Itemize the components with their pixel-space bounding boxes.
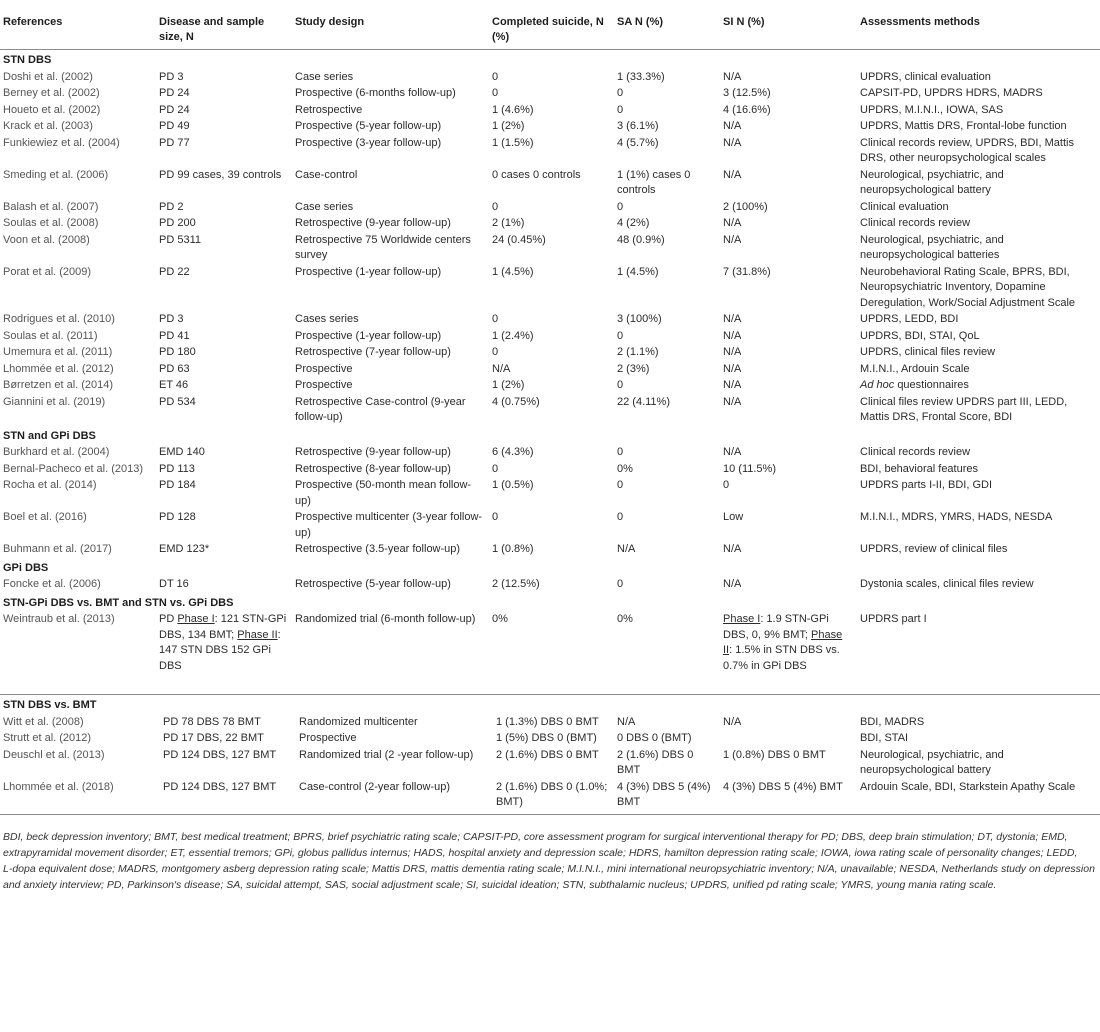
cell-sa: 0 DBS 0 (BMT) — [617, 732, 692, 744]
cell-disease: PD 49 — [159, 120, 190, 132]
cell-design: Retrospective Case-control (9-year follow-up) — [295, 395, 466, 423]
cell-disease: PD 99 cases, 39 controls — [159, 168, 282, 181]
cell-methods: UPDRS part I — [860, 613, 927, 625]
table-row — [0, 167, 1100, 199]
table-row — [0, 135, 1100, 167]
table-row — [0, 779, 1100, 815]
cell-completed: N/A — [492, 362, 511, 375]
cell-completed: 1 (4.6%) — [492, 103, 534, 116]
col-header-design: Study design — [292, 0, 489, 50]
footnote-line: BDI, beck depression inventory; BMT, best medical treatment; BPRS, brief psychiatric rating scale; CAPSIT-PD, core assessment program for surgical interventional therapy for PD; DBS, deep brain stimulation; DT, dystonia; EMD, — [3, 830, 1068, 843]
cell-sa: 0 — [617, 511, 624, 523]
cell-reference: Buhmann et al. (2017) — [3, 543, 112, 555]
cell-completed: 4 (0.75%) — [492, 395, 540, 408]
italic-text: Ad hoc — [860, 379, 895, 391]
cell-completed: 24 (0.45%) — [492, 233, 546, 246]
cell-sa: 0 — [617, 329, 624, 342]
cell-sa: 22 (4.11%) — [617, 395, 670, 408]
cell-completed: 2 (1%) — [492, 217, 525, 229]
cell-si: N/A — [723, 217, 742, 229]
cell-completed: 0% — [492, 613, 508, 625]
col-header-completed: Completed suicide, N (%) — [489, 0, 614, 50]
cell-sa: 3 (100%) — [617, 313, 662, 325]
cell-completed: 1 (2%) — [492, 379, 525, 391]
cell-disease: ET 46 — [159, 379, 189, 391]
cell-methods — [857, 377, 1100, 394]
cell-design: Prospective (1-year follow-up) — [295, 329, 442, 342]
header-row — [0, 0, 1100, 50]
cell-disease: PD 5311 — [159, 233, 201, 246]
table-row — [0, 264, 1100, 312]
cell-design: Retrospective 75 Worldwide centers survey — [295, 233, 471, 261]
cell-disease: PD 2 — [159, 200, 184, 213]
cell-reference: Umemura et al. (2011) — [3, 346, 113, 358]
cell-completed: 1 (0.8%) — [492, 543, 534, 555]
cell-si: 4 (3%) DBS 5 (4%) BMT — [720, 779, 857, 815]
table-row — [0, 576, 1100, 593]
cell-design: Prospective — [299, 732, 357, 744]
table-row — [0, 328, 1100, 345]
cell-reference: Witt et al. (2008) — [3, 715, 84, 728]
cell-si: N/A — [723, 313, 742, 325]
cell-design: Randomized multicenter — [299, 715, 418, 728]
cell-disease: PD 180 — [159, 346, 196, 358]
cell-methods: Clinical records review — [860, 446, 971, 458]
cell-methods: Neurobehavioral Rating Scale, BPRS, BDI, Neuropsychiatric Inventory, Dopamine Deregulation, Work/Social Adjustment Scale — [860, 265, 1076, 309]
cell-si: N/A — [723, 543, 742, 555]
cell-design: Retrospective (3.5-year follow-up) — [295, 543, 461, 555]
cell-si: Low — [723, 511, 744, 523]
cell-si: N/A — [723, 233, 742, 246]
phase-label: Phase II — [237, 628, 278, 641]
cell-sa: N/A — [617, 543, 636, 555]
cell-reference: Boel et al. (2016) — [3, 511, 87, 523]
section-label: STN DBS — [3, 54, 52, 66]
cell-si: N/A — [723, 136, 742, 149]
cell-sa: 2 (3%) — [617, 362, 650, 375]
table-row — [0, 85, 1100, 102]
col-header-methods: Assessments methods — [857, 0, 1100, 50]
cell-reference: Krack et al. (2003) — [3, 120, 93, 132]
cell-sa: 0 — [617, 87, 624, 99]
cell-design: Retrospective (5-year follow-up) — [295, 578, 451, 590]
cell-completed: 6 (4.3%) — [492, 446, 534, 458]
cell-design: Prospective (1-year follow-up) — [295, 265, 442, 278]
cell-disease: PD 77 — [159, 136, 190, 149]
section-heading — [0, 593, 1100, 612]
cell-reference: Børretzen et al. (2014) — [3, 379, 114, 391]
col-header-si: SI N (%) — [720, 0, 857, 50]
cell-design: Retrospective — [295, 103, 363, 116]
cell-methods: Clinical files review UPDRS part III, LEDD, Mattis DRS, Frontal Score, BDI — [860, 395, 1068, 423]
section-heading — [0, 558, 1100, 577]
cell-design: Prospective — [295, 362, 353, 375]
cell-sa: 2 (1.1%) — [617, 346, 659, 358]
table-row — [0, 102, 1100, 119]
cell-disease: PD 78 DBS 78 BMT — [163, 715, 261, 728]
cell-disease: PD 184 — [159, 479, 196, 491]
table-row — [0, 69, 1100, 86]
cell-si — [720, 730, 857, 747]
cell-completed: 0 — [492, 313, 499, 325]
cell-disease: PD 24 — [159, 87, 190, 99]
cell-disease: PD 124 DBS, 127 BMT — [156, 779, 292, 815]
table-row — [0, 394, 1100, 426]
cell-si: 1 (0.8%) DBS 0 BMT — [723, 748, 826, 761]
cell-methods: UPDRS, BDI, STAI, QoL — [860, 329, 980, 342]
cell-disease: PD 24 — [159, 103, 190, 116]
cell-disease: PD 124 DBS, 127 BMT — [163, 748, 277, 761]
cell-reference: Deuschl et al. (2013) — [3, 748, 105, 761]
cell-design: Prospective — [295, 379, 353, 391]
cell-sa: 0 — [617, 578, 624, 590]
cell-methods: UPDRS, M.I.N.I., IOWA, SAS — [860, 103, 1004, 116]
cell-completed: 0 — [492, 511, 499, 523]
cell-design: Retrospective (9-year follow-up) — [295, 446, 451, 458]
cell-disease: PD 17 DBS, 22 BMT — [163, 732, 264, 744]
table-row — [0, 361, 1100, 378]
cell-completed: 1 (1.3%) DBS 0 BMT — [496, 715, 599, 728]
cell-si: 3 (12.5%) — [723, 87, 771, 99]
cell-reference: Soulas et al. (2011) — [3, 329, 98, 342]
cell-reference: Bernal-Pacheco et al. (2013) — [3, 462, 144, 475]
section-heading — [0, 426, 1100, 445]
table-row — [0, 730, 1100, 747]
cell-methods: CAPSIT-PD, UPDRS HDRS, MADRS — [860, 87, 1043, 99]
cell-design: Retrospective (9-year follow-up) — [295, 217, 451, 229]
table-row — [0, 747, 1100, 779]
cell-reference: Houeto et al. (2002) — [3, 103, 101, 116]
cell-sa: 1 (1%) cases 0 controls — [617, 168, 691, 196]
phase-label: Phase I — [177, 613, 215, 625]
cell-si: N/A — [723, 168, 742, 181]
cell-text: questionnaires — [897, 379, 969, 391]
col-header-sa: SA N (%) — [614, 0, 720, 50]
cell-disease: PD 3 — [159, 313, 184, 325]
footnote-line: L-dopa equivalent dose; MADRS, montgomery asberg depression rating scale; Mattis DRS, mattis dementia rating scale; M.I.N.I., mini international neuropsychiatric inventory; N/A, unavailable; NESDA, Netherlands study on depression — [3, 862, 1095, 875]
cell-reference: Smeding et al. (2006) — [3, 168, 109, 181]
cell-sa: 3 (6.1%) — [617, 120, 659, 132]
section-label: GPi DBS — [3, 561, 49, 574]
cell-disease: PD 41 — [159, 329, 190, 342]
phase-label: Phase II — [723, 628, 843, 656]
cell-reference: Burkhard et al. (2004) — [3, 446, 110, 458]
cell-sa: 0% — [617, 462, 633, 475]
cell-reference: Lhommée et al. (2012) — [3, 362, 114, 375]
cell-si: 4 (16.6%) — [723, 103, 771, 116]
table-row — [0, 444, 1100, 461]
cell-si: N/A — [723, 395, 742, 408]
footnote-line: and anxiety interview; PD, Parkinson's disease; SA, suicidal attempt, SAS, social adjustment scale; SI, suicidal ideation; STN, subthalamic nucleus; UPDRS, unified pd rating scale; YMRS, young mania rating scale. — [3, 878, 997, 891]
cell-methods: M.I.N.I., MDRS, YMRS, HADS, NESDA — [860, 511, 1053, 523]
cell-sa: 48 (0.9%) — [617, 233, 665, 246]
cell-design: Randomized trial (6-month follow-up) — [295, 613, 476, 625]
cell-methods: Neurological, psychiatric, and neuropsychological battery — [860, 748, 1004, 776]
cell-completed: 0 — [492, 87, 499, 99]
table-row — [0, 118, 1100, 135]
section-heading — [0, 50, 1100, 69]
cell-sa: 1 (4.5%) — [617, 265, 659, 278]
cell-si: N/A — [723, 362, 742, 375]
cell-design: Retrospective (7-year follow-up) — [295, 346, 451, 358]
cell-design: Prospective (5-year follow-up) — [295, 120, 442, 132]
cell-si: N/A — [723, 329, 742, 342]
cell-completed: 0 — [492, 462, 499, 475]
section-label: STN-GPi DBS vs. BMT and STN vs. GPi DBS — [3, 596, 234, 609]
cell-reference: Giannini et al. (2019) — [3, 395, 106, 408]
phase-label: Phase I — [723, 613, 761, 625]
cell-sa: 0 — [617, 446, 624, 458]
cell-disease: PD 200 — [159, 217, 196, 229]
table-row — [0, 461, 1100, 478]
cell-methods: Clinical records review, UPDRS, BDI, Mattis DRS, other neuropsychological scales — [860, 136, 1074, 164]
col-header-disease: Disease and sample size, N — [156, 0, 292, 50]
cell-methods: Clinical records review — [860, 217, 971, 229]
cell-methods: M.I.N.I., Ardouin Scale — [860, 362, 970, 375]
cell-reference: Rocha et al. (2014) — [3, 479, 97, 491]
cell-methods: UPDRS, LEDD, BDI — [860, 313, 959, 325]
cell-completed: 1 (2%) — [492, 120, 525, 132]
cell-sa: 4 (2%) — [617, 217, 650, 229]
table-row — [0, 714, 1100, 731]
cell-si: 10 (11.5%) — [723, 462, 776, 475]
cell-methods: Clinical evaluation — [860, 200, 949, 213]
cell-completed: 2 (12.5%) — [492, 578, 540, 590]
cell-design: Prospective (6-months follow-up) — [295, 87, 456, 99]
cell-sa: 0% — [617, 613, 633, 625]
cell-si: Phase I: 1.9 STN-GPi DBS, 0, 9% BMT; Phase II: 1.5% in STN DBS vs. 0.7% in GPi DBS — [723, 613, 843, 672]
cell-disease: PD 3 — [159, 70, 184, 83]
cell-reference: Soulas et al. (2008) — [3, 217, 99, 229]
cell-si: N/A — [723, 120, 742, 132]
table-row — [0, 509, 1100, 541]
cell-methods: BDI, behavioral features — [860, 462, 979, 475]
col-header-references: References — [0, 0, 156, 50]
cell-reference: Foncke et al. (2006) — [3, 578, 101, 590]
cell-completed: 1 (2.4%) — [492, 329, 534, 342]
cell-disease: DT 16 — [159, 578, 189, 590]
cell-sa: 0 — [617, 103, 624, 116]
section-heading — [0, 695, 1100, 714]
cell-reference: Balash et al. (2007) — [3, 200, 99, 213]
cell-completed: 1 (1.5%) — [492, 136, 534, 149]
cell-completed: 0 — [492, 70, 499, 83]
cell-disease: PD 113 — [159, 462, 195, 475]
cell-reference: Lhommée et al. (2018) — [0, 779, 156, 815]
cell-disease: PD 63 — [159, 362, 190, 375]
cell-reference: Weintraub et al. (2013) — [3, 613, 115, 625]
cell-completed: 2 (1.6%) DBS 0 BMT — [496, 748, 599, 761]
cell-sa: 0 — [617, 479, 624, 491]
cell-sa: N/A — [617, 715, 636, 728]
cell-methods: Ardouin Scale, BDI, Starkstein Apathy Scale — [857, 779, 1100, 815]
cell-design: Retrospective (8-year follow-up) — [295, 462, 451, 475]
cell-completed: 0 — [492, 346, 499, 358]
table-row — [0, 344, 1100, 361]
cell-disease: PD 128 — [159, 511, 196, 523]
cell-disease: EMD 140 — [159, 446, 205, 458]
cell-si: 2 (100%) — [723, 200, 768, 213]
cell-reference: Funkiewiez et al. (2004) — [3, 136, 120, 149]
cell-si: N/A — [723, 70, 742, 83]
section-label: STN DBS vs. BMT — [0, 695, 1100, 714]
cell-completed: 1 (5%) DBS 0 (BMT) — [496, 732, 597, 744]
table-row — [0, 377, 1100, 394]
cell-design: Case-control — [295, 168, 358, 181]
section-label: STN and GPi DBS — [3, 429, 96, 442]
cell-si: N/A — [723, 715, 742, 728]
cell-reference: Berney et al. (2002) — [3, 87, 100, 99]
footnote-line: extrapyramidal movement disorder; ET, essential tremors; GPi, globus pallidus internus; HADS, hospital anxiety and depression scale; HDRS, hamilton depression rating scale; IOWA, iowa rating scale of personality changes; LEDD, — [3, 846, 1078, 859]
cell-methods: BDI, MADRS — [860, 715, 925, 728]
table-row — [0, 477, 1100, 509]
cell-methods: BDI, STAI — [860, 732, 909, 744]
cell-design: Case series — [295, 70, 354, 83]
table-row — [0, 311, 1100, 328]
cell-disease: EMD 123* — [159, 543, 210, 555]
table-row — [0, 541, 1100, 558]
cell-sa: 0 — [617, 200, 624, 213]
cell-methods: UPDRS, clinical evaluation — [860, 70, 991, 83]
cell-disease: PD Phase I: 121 STN-GPi DBS, 134 BMT; Phase II: 147 STN DBS 152 GPi DBS — [159, 613, 287, 672]
cell-reference: Doshi et al. (2002) — [3, 70, 93, 83]
cell-reference: Porat et al. (2009) — [3, 265, 92, 278]
cell-completed: 0 — [492, 200, 499, 213]
table-row — [0, 611, 1100, 674]
cell-reference: Strutt et al. (2012) — [3, 732, 92, 744]
cell-sa: 0 — [617, 379, 624, 391]
cell-methods: Dystonia scales, clinical files review — [860, 578, 1034, 590]
cell-completed: 0 cases 0 controls — [492, 168, 581, 181]
cell-reference: Voon et al. (2008) — [3, 233, 90, 246]
cell-methods: UPDRS parts I-II, BDI, GDI — [860, 479, 993, 491]
cell-design: Prospective (50-month mean follow-up) — [295, 479, 472, 507]
table-row — [0, 199, 1100, 216]
cell-si: 0 — [723, 479, 730, 491]
cell-disease: PD 22 — [159, 265, 190, 278]
cell-design: Randomized trial (2 -year follow-up) — [299, 748, 474, 761]
cell-completed: 1 (0.5%) — [492, 479, 534, 491]
cell-methods: Neurological, psychiatric, and neuropsychological battery — [860, 168, 1004, 196]
cell-design: Cases series — [295, 313, 359, 325]
cell-methods: UPDRS, review of clinical files — [860, 543, 1008, 555]
cell-completed: 2 (1.6%) DBS 0 (1.0%; BMT) — [489, 779, 614, 815]
cell-methods: UPDRS, Mattis DRS, Frontal-lobe function — [860, 120, 1067, 132]
cell-reference: Rodrigues et al. (2010) — [3, 313, 115, 325]
cell-design: Case series — [295, 200, 354, 213]
cell-sa: 4 (3%) DBS 5 (4%) BMT — [614, 779, 720, 815]
table-row — [0, 232, 1100, 264]
table-footnote — [0, 829, 1100, 893]
cell-si: N/A — [723, 578, 742, 590]
cell-si: 7 (31.8%) — [723, 265, 771, 278]
cell-methods: Neurological, psychiatric, and neuropsychological batteries — [860, 233, 1004, 261]
cell-design: Prospective (3-year follow-up) — [295, 136, 442, 149]
cell-methods: UPDRS, clinical files review — [860, 346, 996, 358]
cell-si: N/A — [723, 346, 742, 358]
cell-sa: 4 (5.7%) — [617, 136, 659, 149]
cell-si: N/A — [723, 379, 742, 391]
cell-design: Prospective multicenter (3-year follow-up) — [295, 511, 483, 539]
cell-sa: 2 (1.6%) DBS 0 BMT — [617, 748, 694, 776]
cell-si: N/A — [723, 446, 742, 458]
cell-design: Case-control (2-year follow-up) — [292, 779, 489, 815]
table-row — [0, 215, 1100, 232]
cell-completed: 1 (4.5%) — [492, 265, 534, 278]
cell-disease: PD 534 — [159, 395, 196, 408]
cell-sa: 1 (33.3%) — [617, 70, 665, 83]
